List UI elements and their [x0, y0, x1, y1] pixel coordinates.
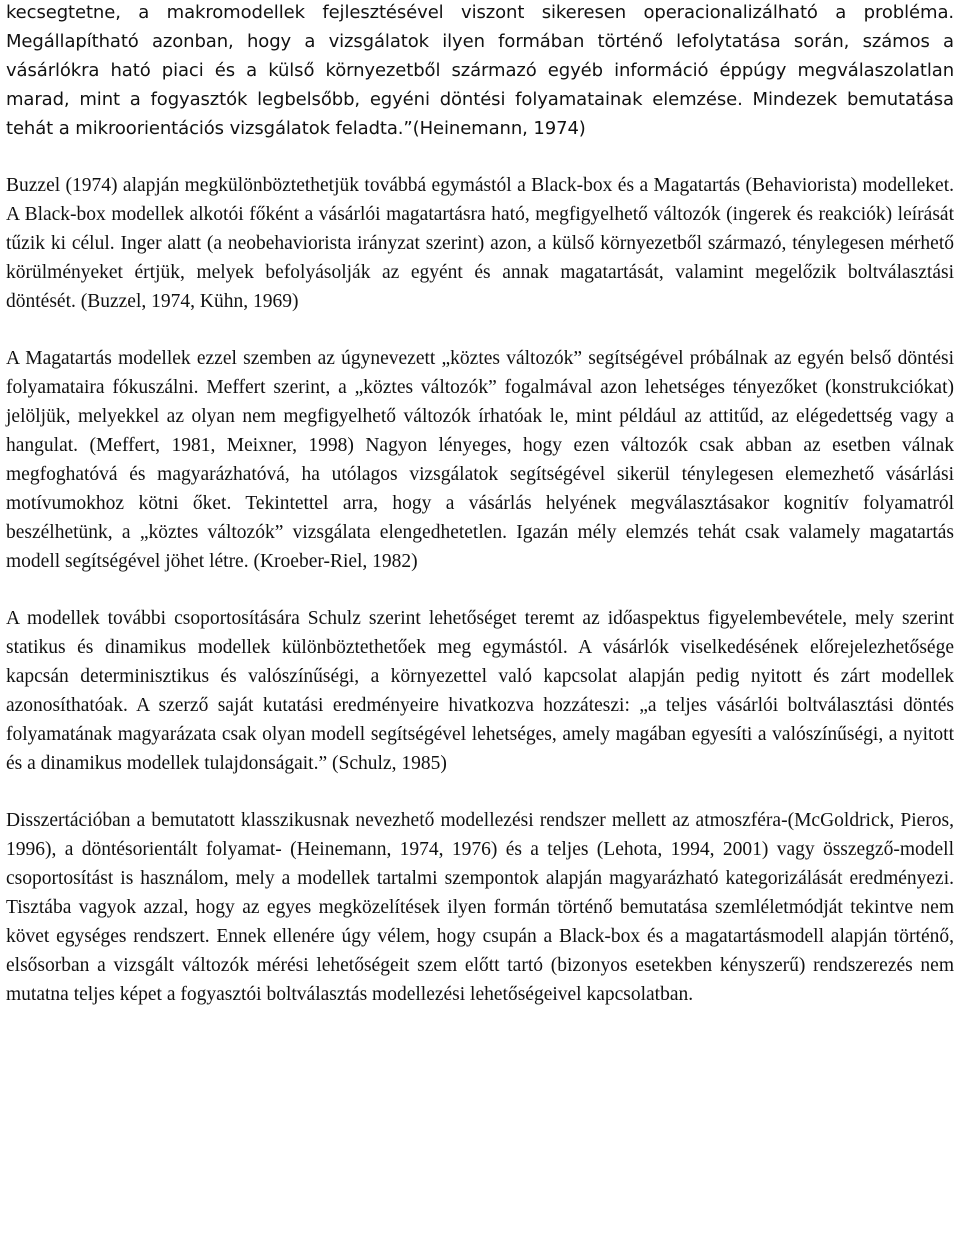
paragraph-magatartas-modellek — [6, 344, 954, 576]
document-page — [6, 0, 954, 1037]
paragraph-buzzel — [6, 171, 954, 316]
paragraph-text: Disszertációban a bemutatott klasszikusnak nevezhető modellezési rendszer mellett az atmoszféra-(McGoldrick, Pieros, 1996), a döntésorientált folyamat- (Heinemann, 1974, 1976) és a teljes (Lehota, 1994, 2001) vagy összegző-modell csoportosítást is használom, mely a modellek tartalmi szempontok alapján magyarázható kategorizálását eredményezi. Tisztába vagyok azzal, hogy az egyes megközelítések ilyen formán történő bemutatása szemléletmódját tekintve nem követ egységes rendszert. Ennek ellenére úgy vélem, hogy csupán a Black-box és a magatartásmodell alapján történő, elsősorban a vizsgált változók mérési lehetőségeit szem előtt tartó (bizonyos esetekben kényszerű) rendszerezés nem mutatna teljes képet a fogyasztói boltválasztás modellezési lehetőségeivel kapcsolatban. — [6, 810, 954, 1005]
paragraph-disszertacio — [6, 806, 954, 1009]
paragraph-text: A Magatartás modellek ezzel szemben az úgynevezett „köztes változók” segítségével próbálnak az egyén belső döntési folyamataira fókuszálni. Meffert szerint, a „köztes változók” fogalmával azon lehetséges tényezőket (konstrukciókat) jelöljük, melyekkel az olyan nem megfigyelhető változók írhatóak le, mint például az attitűd, az elégedettség vagy a hangulat. (Meffert, 1981, Meixner, 1998) Nagyon lényeges, hogy ezen változók csak abban az esetben válnak megfoghatóvá és magyarázhatóvá, ha utólagos vizsgálatok segítségével sikerül ténylegesen elemezhető vásárlási motívumokhoz kötni őket. Tekintettel arra, hogy a vásárlás helyének megválasztásakor kognitív folyamatról beszélhetünk, a „köztes változók” vizsgálata elengedhetetlen. Igazán mély elemzés tehát csak valamely magatartás modell segítségével jöhet létre. (Kroeber-Riel, 1982) — [6, 348, 954, 572]
paragraph-heinemann-quote — [6, 0, 954, 143]
paragraph-text: kecsegtetne, a makromodellek fejlesztésével viszont sikeresen operacionalizálható a probléma. Megállapítható azonban, hogy a vizsgálatok ilyen formában történő lefolytatása során, számos a vásárlókra ható piaci és a külső környezetből származó egyéb információ éppúgy megválaszolatlan marad, mint a fogyasztók legbelsőbb, egyéni döntési folyamatainak elemzése. Mindezek bemutatása tehát a mikroorientációs vizsgálatok feladta.”(Heinemann, 1974) — [6, 2, 954, 139]
paragraph-schulz — [6, 604, 954, 778]
paragraph-text: A modellek további csoportosítására Schulz szerint lehetőséget teremt az időaspektus figyelembevétele, mely szerint statikus és dinamikus modellek különböztethetőek meg egymástól. A vásárlók viselkedésének előrejelezhetősége kapcsán determinisztikus és valószínűségi, a környezettel való kapcsolat alapján pedig nyitott és zárt modellek azonosíthatóak. A szerző saját kutatási eredményeire hivatkozva hozzáteszi: „a teljes vásárlói boltválasztási döntés folyamatának magyarázata csak olyan modell segítségével lehetséges, amely magában egyesíti a valószínűségi, a nyitott és a dinamikus modellek tulajdonságait.” (Schulz, 1985) — [6, 608, 954, 774]
paragraph-text: Buzzel (1974) alapján megkülönböztethetjük továbbá egymástól a Black-box és a Magatartás (Behaviorista) modelleket. A Black-box modellek alkotói főként a vásárlói magatartásra ható, megfigyelhető változók (ingerek és reakciók) leírását tűzik ki célul. Inger alatt (a neobehaviorista irányzat szerint) azon, a külső környezetből származó, ténylegesen mérhető körülményeket értjük, melyek befolyásolják az egyént és annak magatartását, valamint megelőzik boltválasztási döntését. (Buzzel, 1974, Kühn, 1969) — [6, 175, 954, 312]
